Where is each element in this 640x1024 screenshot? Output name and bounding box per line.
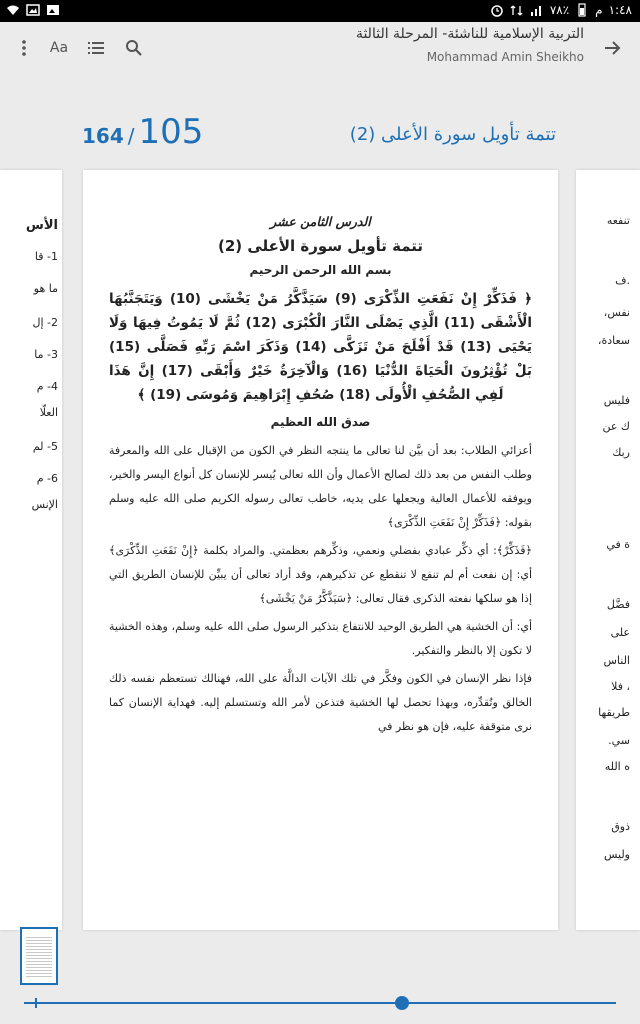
page-fragment: 3- ما — [34, 348, 58, 361]
page-fragment: 4- م — [36, 380, 58, 393]
list-icon[interactable] — [84, 36, 108, 60]
page-fragment: 6- م — [36, 472, 58, 485]
page-fragment: .ف — [615, 274, 630, 287]
paragraph: ﴿فَذَكِّرْ﴾: أي ذكِّر عبادي بفضلي ونعمي، وذكِّرهم بعظمتي. والمراد بكلمة ﴿إِنْ نَفَعَتِ الذِّكْرَى﴾ أي: إن نفعت أم لم تنفع لا تنقطع عن تذكيرهم، وقد أراد تعالى أن يبيِّن للإنسان الطريق التي إذا هو سلكها نفعته الذكرى فقال تعالى: ﴿سَيَذَّكَّرُ مَنْ يَخْشَى﴾ — [109, 544, 532, 605]
battery-icon — [575, 3, 589, 17]
book-title-block — [254, 26, 584, 64]
chapter-header: تتمة تأويل سورة الأعلى (2) — [349, 124, 556, 145]
page-fragment: ذوق — [611, 820, 630, 833]
author-name: Mohammad Amin Sheikho — [426, 50, 584, 64]
page-counter — [82, 112, 203, 152]
page-heading: تتمة تأويل سورة الأعلى (2) — [217, 237, 424, 255]
page-slider-thumb[interactable] — [395, 996, 409, 1010]
page-separator: / — [127, 124, 135, 148]
lesson-title: الدرس الثامن عشر — [270, 214, 371, 229]
page-fragment: وليس — [603, 848, 630, 861]
page-total: 164 — [82, 124, 124, 148]
back-arrow-icon[interactable] — [600, 36, 624, 60]
paragraph: فإذا نظر الإنسان في الكون وفكَّر في تلك الآيات الدالَّة على الله، فهنالك تستعظم نفسه ذلك الخالق وتُقدِّره، وبهذا تحصل لها الخشية فتذعن لأمر الله وتستسلم إليه. فهداية الإنسان كما نرى متوقفة عليه، فإن هو نظر في — [109, 672, 532, 733]
page-thumbnail[interactable] — [20, 927, 58, 985]
sadaq-line: صدق الله العظيم — [270, 415, 371, 429]
wifi-icon — [6, 3, 20, 17]
battery-percent: ٧٨٪ — [549, 3, 570, 17]
am-pm: م — [595, 3, 603, 17]
page-fragment: ه الله — [604, 760, 630, 773]
page-fragment: على — [610, 626, 630, 639]
more-icon[interactable] — [12, 36, 36, 60]
page-slider-track[interactable] — [24, 1002, 616, 1004]
page-fragment: ما هو — [33, 282, 58, 295]
previous-page-edge[interactable] — [0, 170, 62, 930]
image-icon — [26, 3, 40, 17]
page-fragment: تنفعه — [606, 214, 630, 227]
quran-verses: ﴿ فَذَكِّرْ إِنْ نَفَعَتِ الذِّكْرَى (9) سَيَذَّكَّرُ مَنْ يَخْشَى (10) وَيَتَجَنَّبُهَا الْأَشْقَى (11) الَّذِي يَصْلَى النَّارَ الْكُبْرَى (12) ثُمَّ لَا يَمُوتُ فِيهَا وَلَا يَحْيَى (13) قَدْ أَفْلَحَ مَنْ تَزَكَّى (14) وَذَكَرَ اسْمَ رَبِّهِ فَصَلَّى (15) بَلْ تُؤْثِرُونَ الْحَيَاةَ الدُّنْيَا (16) وَالْآخِرَةُ خَيْرٌ وَأَبْقَى (17) إِنَّ هَذَا لَفِي الصُّحُفِ الْأُولَى (18) صُحُفِ إِبْرَاهِيمَ وَمُوسَى (19) ﴾ — [109, 291, 533, 403]
page-fragment: الناس — [603, 654, 630, 667]
paragraph: أي: أن الخشية هي الطريق الوحيد للانتفاع بتذكير الرسول صلى الله عليه وسلم، وهذه الخشية لا تكون إلا بالنظر والتفكير. — [109, 620, 532, 657]
page-fragment: ربك — [612, 446, 630, 459]
page-fragment: 2- إل — [32, 316, 58, 329]
book-title: التربية الإسلامية للناشئة- المرحلة الثالثة — [355, 26, 584, 42]
basmala: بسم الله الرحمن الرحيم — [249, 263, 392, 277]
gallery-icon — [46, 3, 60, 17]
page-fragment: طريقها — [598, 706, 630, 719]
page-fragment: ك عن — [602, 420, 630, 433]
next-page-edge[interactable] — [576, 170, 640, 930]
page-fragment: العلّا — [39, 406, 58, 419]
page-fragment: سعادة، — [597, 334, 630, 347]
page-fragment: 1- قا — [34, 250, 58, 263]
network-icon — [510, 3, 524, 17]
app-bar — [0, 22, 640, 74]
text-size-icon[interactable]: Aa — [49, 40, 69, 56]
page-fragment: فضَّل — [606, 598, 630, 611]
page-fragment: 5- لم — [32, 440, 58, 453]
search-icon[interactable] — [122, 36, 146, 60]
page-fragment: الإنس — [31, 498, 58, 511]
page-fragment: سي. — [608, 734, 630, 747]
page-fragment: الأس — [25, 218, 58, 233]
page-fragment: ، فلا — [611, 680, 630, 693]
page-fragment: نفس، — [603, 306, 630, 319]
paragraph: أعزائي الطلاب: بعد أن بيَّن لنا تعالى ما ينتجه النظر في الكون من الإقبال على الله والمعرفة وطلب النفس من بعد ذلك لصالح الأعمال وأن الله تعالى يُيسر للإنسان كل أنواع اليسر والخير، ويوفقه للأعمال العالية ويجعلها على يديه، خاطب تعالى رسوله الكريم صلى الله عليه وسلم بقوله: ﴿فَذَكِّرْ إِنْ نَفَعَتِ الذِّكْرَى﴾ — [109, 444, 532, 529]
alarm-icon — [490, 3, 504, 17]
current-page[interactable] — [83, 170, 558, 930]
status-bar — [0, 0, 640, 22]
clock: ١:٤٨ — [608, 3, 632, 17]
page-fragment: فليس — [603, 394, 630, 407]
page-fragment: ة في — [606, 538, 630, 551]
signal-icon — [530, 3, 544, 17]
page-current: 105 — [138, 112, 204, 152]
page-slider-marker — [35, 998, 37, 1008]
